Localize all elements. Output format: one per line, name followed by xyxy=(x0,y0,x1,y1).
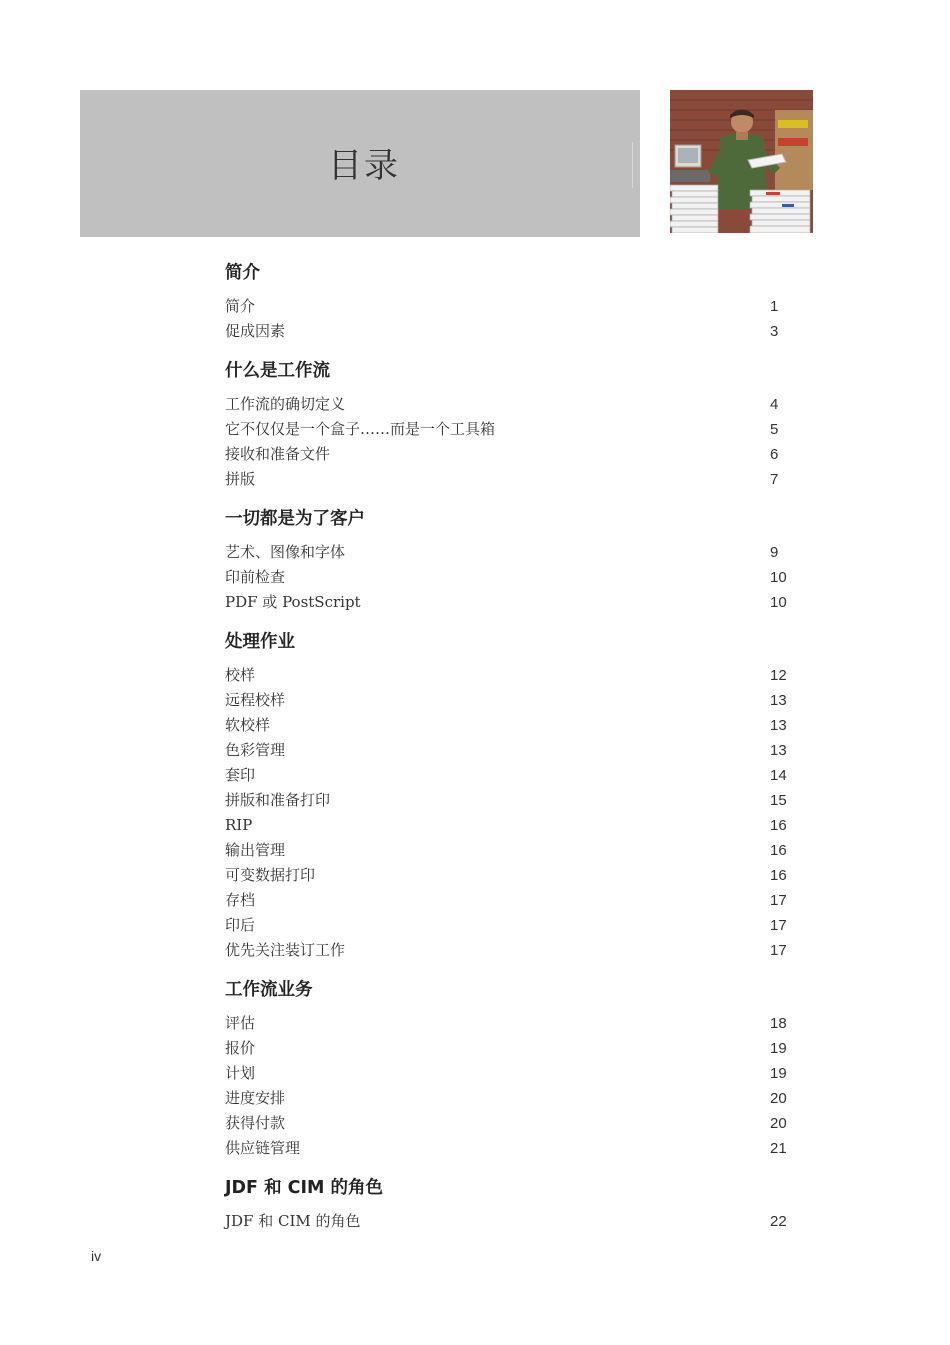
entry-page: 16 xyxy=(770,817,787,834)
toc-entry[interactable] xyxy=(225,1136,795,1161)
entry-label: 印后 xyxy=(225,916,256,934)
entry-label: 评估 xyxy=(225,1014,256,1032)
entry-label: 工作流的确切定义 xyxy=(225,395,346,413)
entry-page: 13 xyxy=(770,717,787,734)
toc-entry[interactable] xyxy=(225,467,795,492)
toc-entry[interactable] xyxy=(225,392,795,417)
entry-page: 22 xyxy=(770,1213,787,1230)
entry-page: 16 xyxy=(770,842,787,859)
section-heading: 什么是工作流 xyxy=(225,361,330,381)
entry-page: 20 xyxy=(770,1115,787,1132)
title-banner xyxy=(80,90,640,237)
entry-page: 18 xyxy=(770,1015,787,1032)
toc-section xyxy=(225,356,795,492)
entry-page: 10 xyxy=(770,569,787,586)
entry-label: 可变数据打印 xyxy=(225,866,316,884)
toc-entry[interactable] xyxy=(225,913,795,938)
banner-divider xyxy=(632,142,633,188)
entry-page: 17 xyxy=(770,942,787,959)
entry-label: RIP xyxy=(225,816,253,834)
entry-page: 19 xyxy=(770,1040,787,1057)
section-heading: 一切都是为了客户 xyxy=(225,509,365,529)
entry-page: 3 xyxy=(770,323,779,340)
page-number: iv xyxy=(91,1248,102,1264)
table-of-contents xyxy=(225,258,795,1234)
entry-label: 计划 xyxy=(225,1064,256,1082)
entry-page: 7 xyxy=(770,471,779,488)
section-heading: 工作流业务 xyxy=(225,980,313,1000)
toc-entry[interactable] xyxy=(225,838,795,863)
toc-entry[interactable] xyxy=(225,1086,795,1111)
entry-page: 19 xyxy=(770,1065,787,1082)
entry-label: 远程校样 xyxy=(225,691,286,709)
toc-section xyxy=(225,975,795,1161)
toc-entry[interactable] xyxy=(225,713,795,738)
toc-section xyxy=(225,504,795,615)
toc-entry[interactable] xyxy=(225,442,795,467)
toc-entry[interactable] xyxy=(225,938,795,963)
toc-entry[interactable] xyxy=(225,417,795,442)
toc-entry[interactable] xyxy=(225,788,795,813)
entry-label: 获得付款 xyxy=(225,1114,286,1132)
entry-label: 报价 xyxy=(225,1039,256,1057)
entry-page: 13 xyxy=(770,742,787,759)
entry-label: 输出管理 xyxy=(225,841,286,859)
toc-entry[interactable] xyxy=(225,590,795,615)
entry-label: 校样 xyxy=(225,666,256,684)
section-heading: JDF 和 CIM 的角色 xyxy=(225,1178,384,1198)
entry-label: 简介 xyxy=(225,297,256,315)
toc-entry[interactable] xyxy=(225,540,795,565)
entry-label: 拼版 xyxy=(225,470,256,488)
entry-page: 6 xyxy=(770,446,779,463)
entry-label: 接收和准备文件 xyxy=(225,445,331,463)
entry-label: 拼版和准备打印 xyxy=(225,791,331,809)
toc-entry[interactable] xyxy=(225,863,795,888)
toc-section xyxy=(225,627,795,963)
entry-page: 1 xyxy=(770,298,779,315)
toc-entry[interactable] xyxy=(225,319,795,344)
entry-label: 存档 xyxy=(225,891,256,909)
toc-section xyxy=(225,1173,795,1234)
entry-page: 10 xyxy=(770,594,787,611)
entry-label: 促成因素 xyxy=(225,322,286,340)
entry-page: 5 xyxy=(770,421,779,438)
entry-label: 印前检查 xyxy=(225,568,286,586)
entry-page: 16 xyxy=(770,867,787,884)
entry-page: 4 xyxy=(770,396,779,413)
entry-page: 12 xyxy=(770,667,787,684)
toc-entry[interactable] xyxy=(225,813,795,838)
entry-label: 套印 xyxy=(225,766,256,784)
entry-page: 13 xyxy=(770,692,787,709)
entry-label: 优先关注装订工作 xyxy=(225,941,346,959)
entry-page: 15 xyxy=(770,792,787,809)
toc-entry[interactable] xyxy=(225,663,795,688)
entry-page: 20 xyxy=(770,1090,787,1107)
page-title: 目录 xyxy=(328,146,400,186)
worker-photo xyxy=(670,90,813,233)
toc-entry[interactable] xyxy=(225,738,795,763)
toc-entry[interactable] xyxy=(225,565,795,590)
toc-entry[interactable] xyxy=(225,294,795,319)
entry-label: PDF 或 PostScript xyxy=(225,593,361,611)
entry-label: JDF 和 CIM 的角色 xyxy=(225,1212,361,1230)
toc-entry[interactable] xyxy=(225,1111,795,1136)
section-heading: 简介 xyxy=(225,263,260,283)
entry-label: 艺术、图像和字体 xyxy=(225,543,346,561)
entry-label: 进度安排 xyxy=(225,1089,286,1107)
entry-label: 供应链管理 xyxy=(225,1139,301,1157)
entry-label: 色彩管理 xyxy=(225,741,286,759)
toc-entry[interactable] xyxy=(225,1036,795,1061)
entry-page: 9 xyxy=(770,544,779,561)
toc-entry[interactable] xyxy=(225,763,795,788)
toc-entry[interactable] xyxy=(225,1209,795,1234)
toc-entry[interactable] xyxy=(225,1011,795,1036)
toc-entry[interactable] xyxy=(225,1061,795,1086)
toc-entry[interactable] xyxy=(225,888,795,913)
toc-entry[interactable] xyxy=(225,688,795,713)
entry-page: 17 xyxy=(770,892,787,909)
entry-page: 17 xyxy=(770,917,787,934)
entry-label: 软校样 xyxy=(225,716,271,734)
entry-page: 14 xyxy=(770,767,787,784)
entry-label: 它不仅仅是一个盒子……而是一个工具箱 xyxy=(225,420,496,438)
entry-page: 21 xyxy=(770,1140,787,1157)
section-heading: 处理作业 xyxy=(225,632,295,652)
toc-section xyxy=(225,258,795,344)
